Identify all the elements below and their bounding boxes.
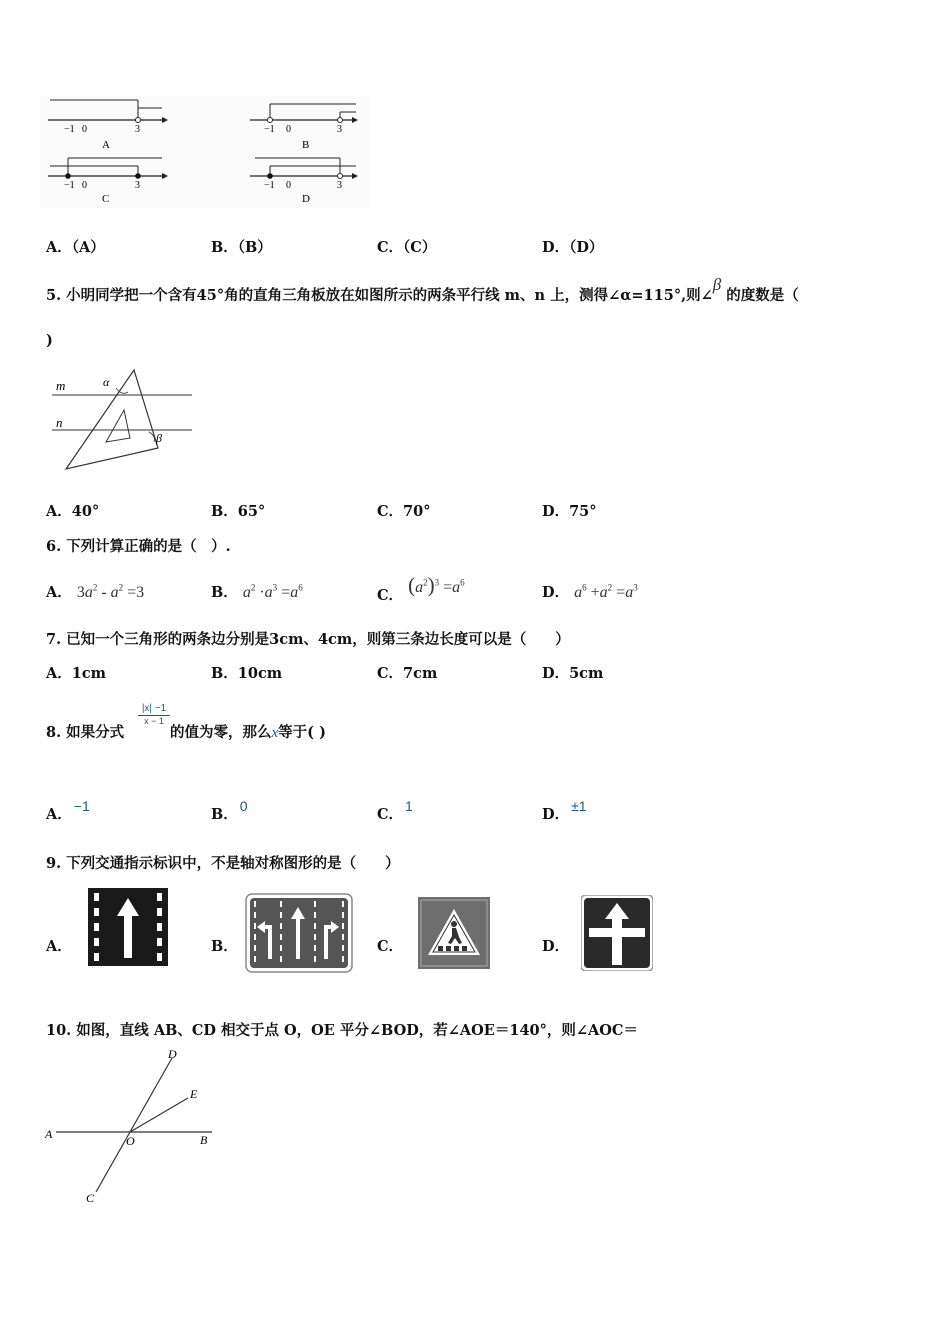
label-C: C bbox=[86, 1191, 95, 1205]
q9-option-b[interactable]: B． bbox=[211, 938, 238, 955]
q9-option-a[interactable]: A． bbox=[46, 938, 72, 955]
option-text: 1 bbox=[405, 798, 413, 814]
q7-option-d[interactable] bbox=[542, 662, 603, 683]
q6-stem: 6. 下列计算正确的是（ ）. bbox=[46, 538, 231, 555]
option-letter: B． bbox=[211, 239, 238, 256]
q8-option-c[interactable] bbox=[377, 798, 413, 824]
option-letter: C． bbox=[377, 806, 404, 823]
tick-label: −1 bbox=[64, 180, 75, 191]
option-text: 65° bbox=[237, 503, 266, 520]
q8-option-d[interactable] bbox=[542, 798, 587, 824]
tick-label: 0 bbox=[286, 124, 291, 135]
tick-label: 3 bbox=[135, 180, 140, 191]
figure-label-C: C bbox=[102, 193, 110, 205]
tick-label: 3 bbox=[135, 124, 140, 135]
tick-label: 3 bbox=[337, 180, 342, 191]
tick-label: 3 bbox=[337, 124, 342, 135]
tick-label: 0 bbox=[82, 180, 87, 191]
q5-option-b[interactable] bbox=[211, 500, 265, 521]
figure-label-B: B bbox=[302, 139, 310, 151]
q5-text-after: 的度数是（ bbox=[721, 287, 799, 304]
option-text: 70° bbox=[403, 503, 431, 520]
option-text: 10cm bbox=[237, 665, 283, 682]
label-D: D bbox=[168, 1047, 177, 1061]
option-letter: A． bbox=[46, 239, 72, 256]
traffic-sign-straight-lane-icon[interactable] bbox=[88, 888, 168, 966]
option-text: 0 bbox=[239, 798, 248, 814]
option-text: 7cm bbox=[403, 665, 438, 682]
q5-stem bbox=[46, 275, 799, 305]
q6-option-b[interactable] bbox=[211, 581, 303, 602]
traffic-sign-pedestrian-crossing-icon[interactable] bbox=[418, 897, 490, 969]
option-letter: D． bbox=[542, 584, 570, 601]
traffic-sign-lane-direction-icon[interactable] bbox=[245, 893, 353, 973]
option-text: （B） bbox=[237, 239, 272, 256]
option-letter: B． bbox=[211, 503, 238, 520]
q10-intersecting-lines-figure bbox=[40, 1046, 220, 1206]
q6-option-c[interactable] bbox=[377, 573, 465, 606]
q8-suffix: 等于( ) bbox=[278, 724, 326, 741]
option-letter: B． bbox=[211, 665, 238, 682]
q9-stem: 9. 下列交通指示标识中，不是轴对称图形的是（ ） bbox=[46, 855, 400, 872]
tick-label: 0 bbox=[82, 124, 87, 135]
q5-option-d[interactable] bbox=[542, 500, 597, 521]
q8-stem-rest bbox=[170, 721, 326, 742]
q6-math-a: $3a^2 - a^2 =3$ bbox=[76, 582, 145, 601]
tick-label: −1 bbox=[64, 124, 75, 135]
label-m: m bbox=[56, 378, 66, 393]
label-A: A bbox=[45, 1127, 53, 1141]
q6-math-c: $(a^2)^3 =a^6$ bbox=[408, 573, 465, 597]
q10-stem: 10. 如图，直线 AB、CD 相交于点 O，OE 平分∠BOD，若∠AOE＝140°，则∠AOC＝ bbox=[46, 1022, 638, 1039]
q8-mid: 的值为零，那么 bbox=[170, 724, 272, 741]
q5-triangle-figure bbox=[46, 366, 196, 476]
beta-symbol: β bbox=[712, 275, 722, 294]
q7-stem: 7. 已知一个三角形的两条边分别是3cm、4cm，则第三条边长度可以是（ ） bbox=[46, 631, 570, 648]
option-letter: D． bbox=[542, 239, 570, 256]
option-text: 40° bbox=[71, 503, 100, 520]
traffic-sign-crossroad-icon[interactable] bbox=[581, 895, 653, 971]
q8-fraction bbox=[138, 703, 170, 727]
q6-math-b: $a^2 \cdot a^3 =a^6$ bbox=[242, 582, 303, 601]
option-letter: B． bbox=[211, 584, 238, 601]
q8-prefix: 8. 如果分式 bbox=[46, 724, 125, 741]
q7-option-b[interactable] bbox=[211, 662, 282, 683]
fraction-denominator: x − 1 bbox=[138, 715, 170, 727]
option-letter: C． bbox=[377, 665, 404, 682]
label-n: n bbox=[56, 415, 63, 430]
q6-math-d: $a^6 +a^2 =a^3$ bbox=[574, 582, 638, 601]
q4-option-b[interactable] bbox=[211, 236, 272, 257]
variable-x: x bbox=[271, 725, 279, 741]
q7-option-c[interactable] bbox=[377, 662, 437, 683]
option-text: 75° bbox=[569, 503, 597, 520]
option-letter: C． bbox=[377, 239, 404, 256]
option-text: −1 bbox=[73, 798, 90, 814]
q4-number-line-figure bbox=[40, 96, 370, 208]
label-O: O bbox=[126, 1134, 135, 1148]
q7-option-a[interactable] bbox=[46, 662, 106, 683]
q6-option-a[interactable] bbox=[46, 581, 144, 602]
option-text: （C） bbox=[403, 239, 437, 256]
option-text: ±1 bbox=[571, 798, 587, 814]
q6-option-d[interactable] bbox=[542, 581, 638, 602]
q5-option-a[interactable] bbox=[46, 500, 99, 521]
q9-option-c[interactable]: C． bbox=[377, 938, 404, 955]
option-letter: A． bbox=[46, 503, 72, 520]
tick-label: −1 bbox=[264, 124, 275, 135]
q5-option-c[interactable] bbox=[377, 500, 430, 521]
label-B: B bbox=[200, 1133, 208, 1147]
q5-close-paren: ) bbox=[46, 332, 53, 349]
option-letter: A． bbox=[46, 665, 72, 682]
figure-label-D: D bbox=[302, 193, 310, 205]
option-letter: A． bbox=[46, 584, 72, 601]
q9-option-d[interactable]: D． bbox=[542, 938, 570, 955]
option-letter: B． bbox=[211, 806, 238, 823]
tick-label: −1 bbox=[264, 180, 275, 191]
option-text: 1cm bbox=[71, 665, 107, 682]
tick-label: 0 bbox=[286, 180, 291, 191]
option-text: 5cm bbox=[569, 665, 604, 682]
option-letter: C． bbox=[377, 587, 404, 604]
option-text: （D） bbox=[569, 239, 604, 256]
label-alpha: α bbox=[103, 375, 110, 389]
q4-option-d[interactable] bbox=[542, 236, 603, 257]
option-letter: D． bbox=[542, 665, 570, 682]
q5-text: 5. 小明同学把一个含有45°角的直角三角板放在如图所示的两条平行线 m、n 上，测得∠α=115°,则∠ bbox=[46, 287, 713, 304]
q4-option-a[interactable] bbox=[46, 236, 105, 257]
option-text: （A） bbox=[71, 239, 105, 256]
label-E: E bbox=[190, 1087, 198, 1101]
figure-label-A: A bbox=[102, 139, 110, 151]
fraction-numerator: |x| −1 bbox=[141, 703, 167, 714]
q8-option-a[interactable] bbox=[46, 798, 90, 824]
q4-option-c[interactable] bbox=[377, 236, 436, 257]
option-letter: C． bbox=[377, 503, 404, 520]
label-beta: β bbox=[156, 431, 162, 445]
option-letter: D． bbox=[542, 806, 570, 823]
option-letter: D． bbox=[542, 503, 570, 520]
option-letter: A． bbox=[46, 806, 72, 823]
q8-option-b[interactable] bbox=[211, 798, 248, 824]
